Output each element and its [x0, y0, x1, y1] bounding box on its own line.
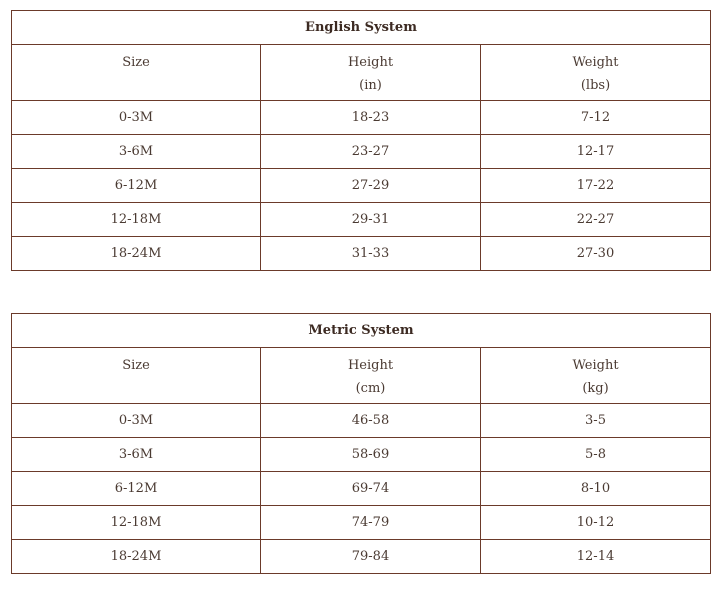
weight-cell: 10-12 [481, 506, 711, 540]
weight-header-label: Weight [572, 358, 619, 373]
weight-header-label: Weight [572, 55, 619, 70]
height-cell: 46-58 [261, 404, 481, 438]
height-unit-label: (in) [359, 78, 382, 93]
size-cell: 3-6M [12, 438, 261, 472]
column-header-size [12, 45, 261, 101]
table-row [12, 101, 711, 135]
table-header-row [12, 45, 711, 101]
height-header-label: Height [347, 358, 394, 373]
height-cell: 58-69 [261, 438, 481, 472]
table-row [12, 540, 711, 574]
height-cell: 74-79 [261, 506, 481, 540]
column-header-height [261, 348, 481, 404]
size-cell: 6-12M [12, 169, 261, 203]
size-header-label: Size [122, 358, 150, 373]
table-row [12, 404, 711, 438]
column-header-height [261, 45, 481, 101]
size-cell: 18-24M [12, 540, 261, 574]
size-header-label: Size [122, 55, 150, 70]
height-cell: 29-31 [261, 203, 481, 237]
size-cell: 6-12M [12, 472, 261, 506]
weight-cell: 22-27 [481, 203, 711, 237]
column-header-size [12, 348, 261, 404]
weight-cell: 27-30 [481, 237, 711, 271]
height-unit-label: (cm) [355, 381, 386, 396]
weight-cell: 7-12 [481, 101, 711, 135]
table-row [12, 472, 711, 506]
table-title-row [12, 11, 711, 45]
size-cell: 0-3M [12, 101, 261, 135]
size-cell: 12-18M [12, 203, 261, 237]
table-title-row [12, 314, 711, 348]
weight-unit-label: (lbs) [580, 78, 611, 93]
weight-cell: 12-14 [481, 540, 711, 574]
size-cell: 3-6M [12, 135, 261, 169]
weight-cell: 5-8 [481, 438, 711, 472]
metric-system-table [11, 313, 711, 574]
column-header-weight [481, 45, 711, 101]
table-row [12, 506, 711, 540]
height-cell: 31-33 [261, 237, 481, 271]
height-cell: 18-23 [261, 101, 481, 135]
weight-unit-label: (kg) [582, 381, 609, 396]
height-cell: 23-27 [261, 135, 481, 169]
size-cell: 12-18M [12, 506, 261, 540]
table-row [12, 203, 711, 237]
weight-cell: 17-22 [481, 169, 711, 203]
height-cell: 69-74 [261, 472, 481, 506]
column-header-weight [481, 348, 711, 404]
table-row [12, 135, 711, 169]
table-header-row [12, 348, 711, 404]
table-row [12, 237, 711, 271]
weight-cell: 8-10 [481, 472, 711, 506]
height-cell: 79-84 [261, 540, 481, 574]
table-title: English System [12, 11, 711, 45]
weight-cell: 3-5 [481, 404, 711, 438]
table-row [12, 438, 711, 472]
size-cell: 18-24M [12, 237, 261, 271]
size-cell: 0-3M [12, 404, 261, 438]
table-row [12, 169, 711, 203]
english-system-table [11, 10, 711, 271]
height-cell: 27-29 [261, 169, 481, 203]
table-title: Metric System [12, 314, 711, 348]
height-header-label: Height [347, 55, 394, 70]
weight-cell: 12-17 [481, 135, 711, 169]
